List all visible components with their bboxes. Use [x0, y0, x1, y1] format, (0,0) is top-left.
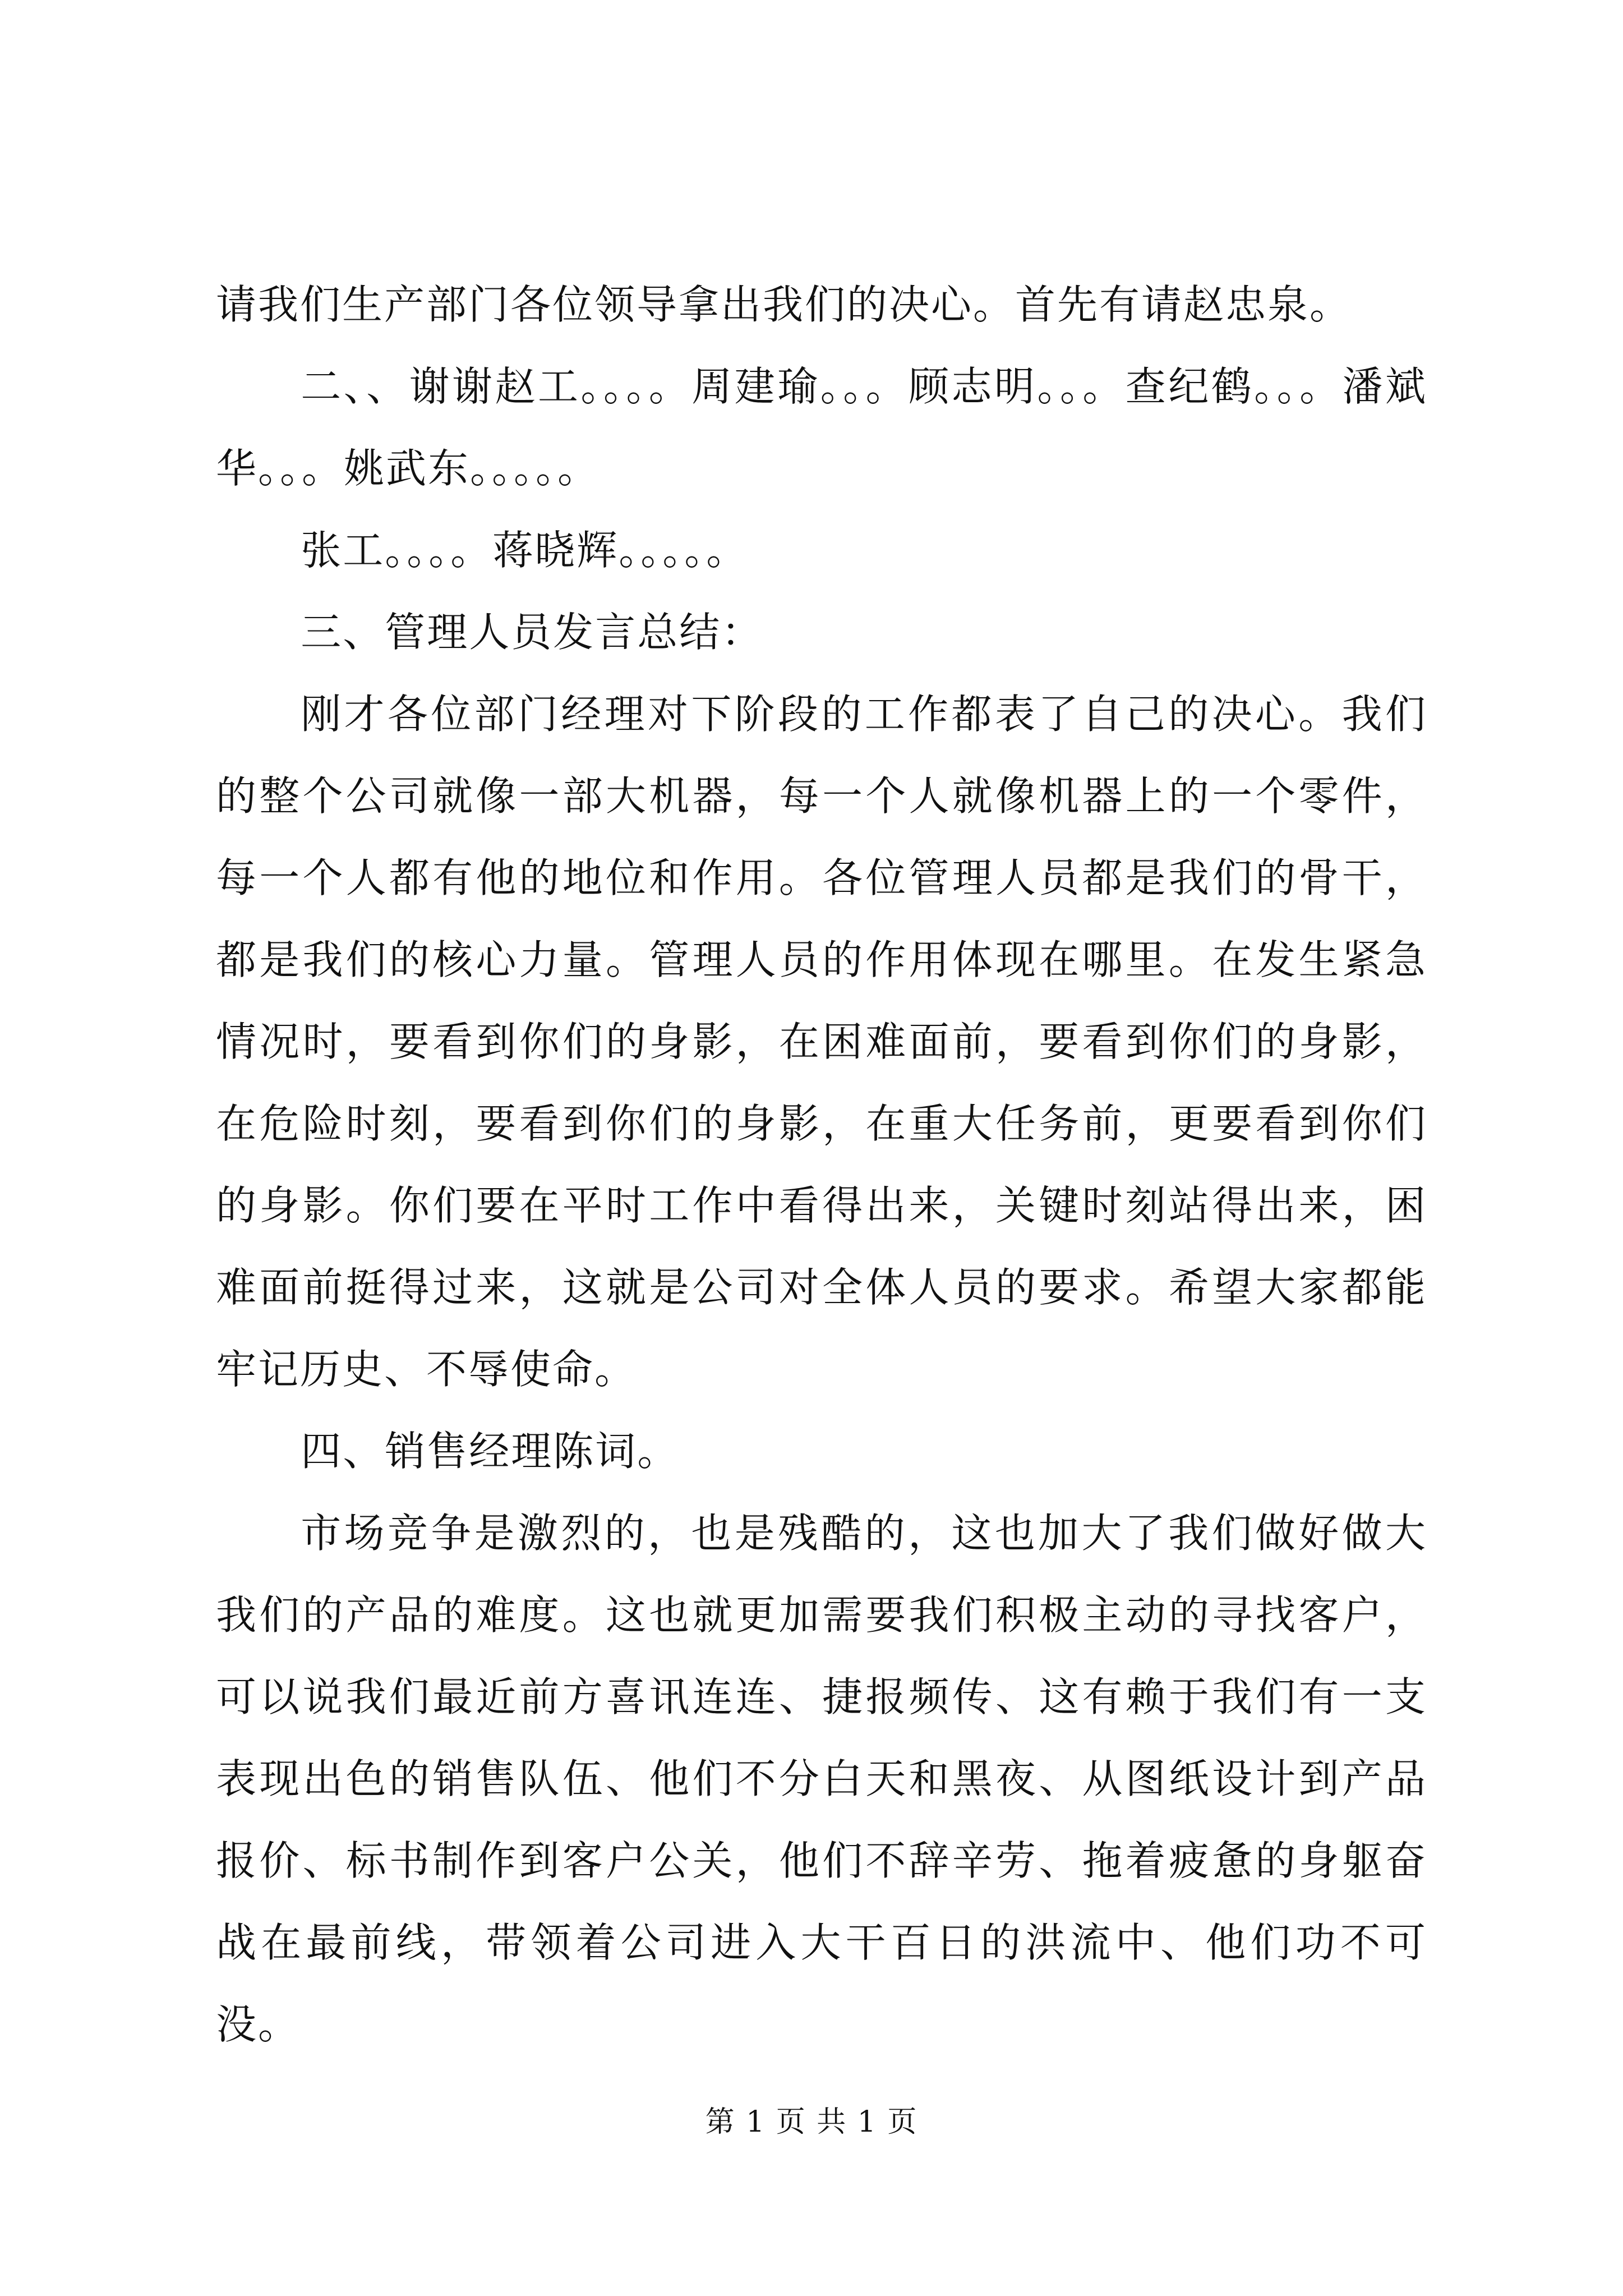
heading-section-three: 三、管理人员发言总结： — [301, 609, 764, 656]
page-number-footer: 第 1 页 共 1 页 — [705, 2105, 918, 2139]
paragraph-sales-statement: 市场竞争是激烈的，也是残酷的，这也加大了我们做好做大我们的产品的难度。这也就更加需要我们积极主动的寻找客户，可以说我们最近前方喜讯连连、捷报频传、这有赖于我们有一支表现出色的销售队伍、他们不分白天和黑夜、从图纸设计到产品报价、标书制作到客户公关，他们不辞辛劳、拖着疲惫的身躯奋战在最前线，带领着公司进入大干百日的洪流中、他们功不可没。 — [216, 1510, 1427, 2048]
paragraph-continuation: 请我们生产部门各位领导拿出我们的决心。首先有请赵忠泉。 — [216, 281, 1352, 328]
heading-section-four: 四、销售经理陈词。 — [301, 1428, 680, 1475]
paragraph-section-two: 二、、谢谢赵工。。。。周建瑜。。。顾志明。。。查纪鹤。。。潘斌华。。。姚武东。。。。。 — [216, 363, 1427, 492]
document-body — [216, 264, 1427, 2065]
paragraph-management-summary: 刚才各位部门经理对下阶段的工作都表了自己的决心。我们的整个公司就像一部大机器，每一个人就像机器上的一个零件，每一个人都有他的地位和作用。各位管理人员都是我们的骨干，都是我们的核心力量。管理人员的作用体现在哪里。在发生紧急情况时，要看到你们的身影，在困难面前，要看到你们的身影，在危险时刻，要看到你们的身影，在重大任务前，更要看到你们的身影。你们要在平时工作中看得出来，关键时刻站得出来，困难面前挺得过来，这就是公司对全体人员的要求。希望大家都能牢记历史、不辱使命。 — [216, 691, 1427, 1393]
paragraph-names: 张工。。。。蒋晓辉。。。。。 — [301, 527, 749, 574]
